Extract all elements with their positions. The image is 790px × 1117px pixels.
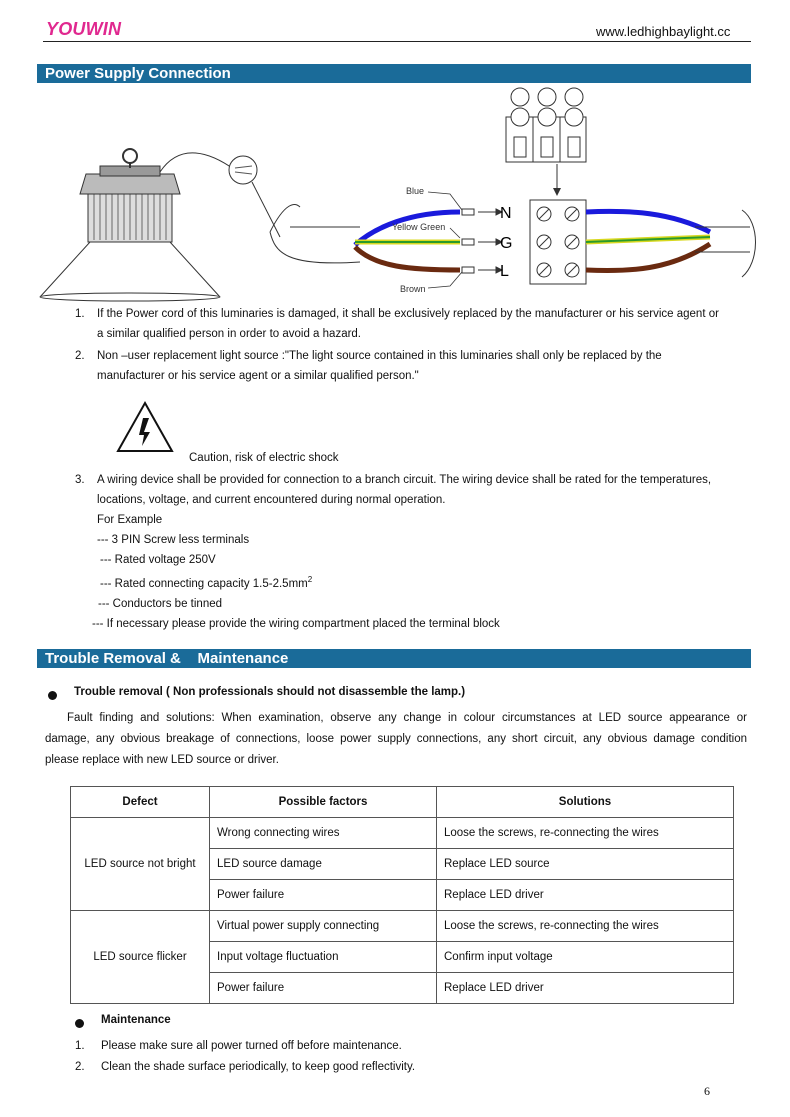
list-item-line: locations, voltage, and current encountered during normal operation. [97, 494, 446, 506]
factor-cell: Input voltage fluctuation [210, 942, 437, 973]
maintenance-item: Please make sure all power turned off before maintenance. [101, 1040, 402, 1052]
header-divider [43, 41, 751, 42]
example-line: --- If necessary please provide the wiring compartment placed the terminal block [92, 617, 500, 630]
connector-illustration [506, 88, 586, 162]
paragraph-line: please replace with new LED source or driver. [45, 754, 279, 766]
list-number: 1. [75, 308, 85, 320]
label-brown: Brown [400, 284, 426, 294]
solution-cell: Replace LED driver [437, 973, 734, 1004]
lamp-illustration [40, 149, 280, 301]
bullet-icon [75, 1015, 84, 1033]
list-item-line: A wiring device shall be provided for connection to a branch circuit. The wiring device shall be rated for the temperatures, [97, 474, 712, 486]
example-text: --- Rated connecting capacity 1.5-2.5mm [100, 577, 308, 590]
electric-shock-warning-icon [115, 400, 175, 454]
table-header-row [71, 787, 734, 818]
solution-cell: Confirm input voltage [437, 942, 734, 973]
column-header: Defect [71, 787, 210, 818]
factor-cell: Wrong connecting wires [210, 818, 437, 849]
factor-cell: Power failure [210, 973, 437, 1004]
example-line: --- 3 PIN Screw less terminals [97, 534, 250, 546]
superscript: 2 [307, 575, 313, 584]
paragraph-line: Fault finding and solutions: When examination, observe any change in colour circumstances at LED source appearance or [67, 712, 747, 724]
maintenance-item: Clean the shade surface periodically, to keep good reflectivity. [101, 1061, 416, 1073]
solution-cell: Replace LED source [437, 849, 734, 880]
maintenance-heading: Maintenance [101, 1014, 171, 1026]
terminal-label-l: L [500, 263, 509, 280]
cable-right [695, 210, 756, 277]
terminal-label-n: N [500, 205, 512, 222]
table-row [71, 818, 734, 849]
label-blue: Blue [406, 186, 425, 196]
page-number: 6 [704, 1084, 710, 1098]
section-title-power-supply: Power Supply Connection [37, 64, 751, 83]
list-number: 3. [75, 474, 85, 486]
factor-cell: Power failure [210, 880, 437, 911]
list-item-line: If the Power cord of this luminaries is damaged, it shall be exclusively replaced by the manufacturer or his service agent or [97, 308, 719, 320]
example-line: --- Rated voltage 250V [100, 554, 216, 566]
solution-cell: Loose the screws, re-connecting the wires [437, 911, 734, 942]
list-item [97, 304, 757, 344]
list-item-line: Non –user replacement light source :"The light source contained in this luminaries shall only be replaced by the [97, 350, 662, 362]
list-number: 2. [75, 1061, 85, 1073]
list-item [92, 470, 757, 634]
list-number: 2. [75, 350, 85, 362]
wiring-diagram [30, 82, 760, 302]
label-yellow-green: Yellow Green [392, 222, 446, 232]
for-example-label: For Example [97, 514, 163, 526]
example-line [97, 570, 757, 594]
brand-logo: YOUWIN [46, 19, 122, 39]
website-url: www.ledhighbaylight.cc [596, 24, 731, 39]
terminal-label-g: G [500, 235, 513, 252]
paragraph-line: damage, any obvious breakage of connections, loose power supply connections, any short circuit, any obvious damage condition [45, 733, 747, 745]
column-header: Solutions [437, 787, 734, 818]
factor-cell: Virtual power supply connecting [210, 911, 437, 942]
section-title-trouble-removal: Trouble Removal & Maintenance [37, 649, 751, 668]
list-item-line: a similar qualified person in order to avoid a hazard. [97, 328, 362, 340]
caution-text: Caution, risk of electric shock [189, 452, 339, 464]
example-line: --- Conductors be tinned [98, 597, 223, 610]
factor-cell: LED source damage [210, 849, 437, 880]
cable-left [270, 205, 360, 263]
terminal-block [530, 200, 586, 284]
defect-cell: LED source flicker [71, 911, 210, 1004]
solution-cell: Replace LED driver [437, 880, 734, 911]
defect-cell: LED source not bright [71, 818, 210, 911]
column-header: Possible factors [210, 787, 437, 818]
trouble-heading: Trouble removal ( Non professionals should not disassemble the lamp.) [74, 686, 466, 698]
solution-cell: Loose the screws, re-connecting the wires [437, 818, 734, 849]
list-item [97, 346, 757, 386]
table-row [71, 911, 734, 942]
troubleshooting-table [70, 786, 734, 1004]
list-item-line: manufacturer or his service agent or a similar qualified person." [97, 370, 419, 382]
bullet-icon [48, 687, 57, 705]
list-number: 1. [75, 1040, 85, 1052]
